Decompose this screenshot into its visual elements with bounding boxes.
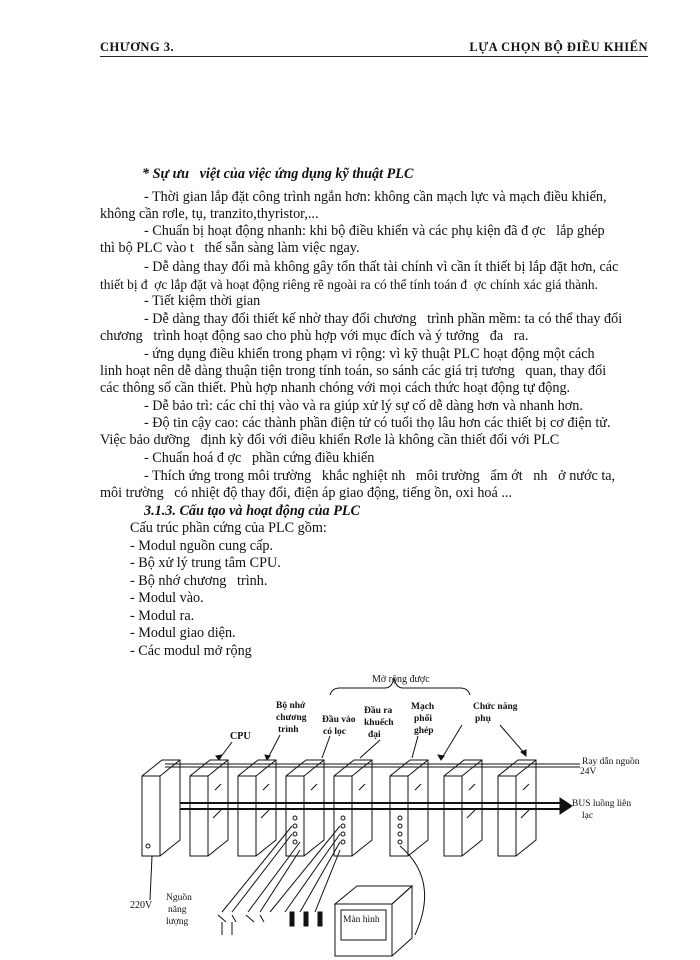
text-line: thiết bị đ ợc lắp đặt và hoạt động riêng rẽ ngoài ra có thể tính toán đ ợc chính xác giá thành. (100, 277, 598, 292)
label-bus-1: BUS luồng liên (572, 799, 632, 809)
list-item: - Modul nguồn cung cấp. (130, 538, 274, 554)
text-line: Cấu trúc phần cứng của PLC gồm: (130, 520, 327, 536)
text-line: các thông số cần thiết. Phù hợp nhanh chóng với mọi cách thức hoạt động tự động. (100, 380, 571, 396)
label-cpu: CPU (230, 731, 251, 742)
label-memory-1: Bộ nhớ (276, 701, 306, 711)
label-screen: Màn hình (343, 915, 380, 925)
text-line: - Tiết kiệm thời gian (144, 293, 261, 309)
label-power-rail-2: 24V (580, 767, 597, 777)
label-power-source-2: năng (168, 905, 187, 915)
text-line: - Độ tin cậy cao: các thành phần điện tử có tuổi thọ lâu hơn các thiết bị cơ điện tử. (144, 415, 611, 431)
label-power-rail-1: Ray dẫn nguồn (582, 757, 640, 767)
label-amplified-output-2: khuếch (364, 718, 394, 728)
label-filtered-input-1: Đầu vào (322, 715, 356, 725)
header-divider (100, 56, 648, 57)
label-function-2: phụ (475, 714, 491, 724)
text-line: thì bộ PLC vào t thế sẵn sàng làm việc ngay. (100, 240, 360, 256)
list-item: - Modul giao diện. (130, 625, 236, 641)
label-220v: 220V (130, 900, 153, 911)
text-line: chương trình hoạt động sao cho phù hợp với mục đích và ý tưởng đa ra. (100, 328, 529, 344)
label-interface-2: phối (414, 714, 432, 724)
label-bus-2: lạc (582, 811, 594, 821)
header-chapter: CHƯƠNG 3. (100, 40, 175, 54)
svg-text:Chức năng phụ (473, 702, 520, 724)
power-module (142, 760, 180, 856)
svg-text:Bộ nhớ chương trình (276, 701, 309, 735)
label-interface-1: Mạch (411, 702, 435, 712)
label-interface-3: ghép (414, 726, 434, 736)
header-title: LỰA CHỌN BỘ ĐIỀU KHIỂN (469, 40, 648, 54)
label-memory-3: trình (278, 725, 299, 735)
text-line: - Chuẩn bị hoạt động nhanh: khi bộ điều khiển và các phụ kiện đã đ ợc lắp ghép (144, 223, 605, 239)
label-power-source-1: Nguồn (166, 893, 192, 903)
label-expand: Mở rộng được (372, 674, 430, 685)
label-power-source-3: lượng (166, 917, 189, 927)
list-item: - Bộ nhớ chương trình. (130, 573, 268, 589)
svg-text:Đầu ra khuếch đại (364, 705, 396, 740)
text-line: không cần rơle, tụ, tranzito,thyristor,... (100, 206, 319, 222)
list-item: - Modul ra. (130, 608, 195, 624)
text-line: - Dễ bảo trì: các chỉ thị vào và ra giúp xử lý sự cố dễ dàng hơn và nhanh hơn. (144, 398, 583, 414)
text-line: - Thích ứng trong môi trường khắc nghiệt nh môi trường ẩm ớt nh ở nước ta, (144, 468, 616, 484)
svg-text:Nguồn năng lượng (166, 892, 194, 927)
label-filtered-input-2: có lọc (323, 727, 346, 737)
label-function-1: Chức năng (473, 702, 518, 712)
svg-text:BUS luồng liên lạc (572, 798, 634, 821)
svg-text:Đầu vào có lọc (322, 714, 358, 737)
text-line: - Dễ dàng thay đổi thiết kế nhờ thay đổi chương trình phần mềm: ta có thể thay đổi (144, 311, 623, 327)
plc-structure-diagram (0, 660, 700, 960)
label-amplified-output-3: đại (368, 730, 381, 740)
label-memory-2: chương (276, 713, 307, 723)
section-heading-structure: 3.1.3. Cấu tạo và hoạt động của PLC (144, 503, 360, 519)
text-line: linh hoạt nên dễ dàng thuận tiện trong tính toán, so sánh các giá trị tương quan, thay đổi (100, 363, 607, 379)
text-line: - ứng dụng điều khiển trong phạm vi rộng: vì kỹ thuật PLC hoạt động một cách (144, 346, 595, 362)
text-line: - Thời gian lắp đặt công trình ngắn hơn: không cần mạch lực và mạch điều khiển, (144, 189, 607, 205)
list-item: - Modul vào. (130, 590, 204, 606)
svg-text:Ray dẫn nguồn 24V (580, 756, 642, 777)
text-line: môi trường có nhiệt độ thay đổi, điện áp giao động, tiếng ồn, oxi hoá ... (100, 485, 512, 501)
list-item: - Các modul mở rộng (130, 643, 252, 659)
svg-text:Mạch phối ghép (411, 702, 437, 736)
text-line: Việc bảo dưỡng định kỳ đối với điều khiển Rơle là không cần thiết đối với PLC (100, 432, 560, 448)
list-item: - Bộ xử lý trung tâm CPU. (130, 555, 281, 571)
label-amplified-output-1: Đầu ra (364, 706, 393, 716)
text-line: - Dễ dàng thay đổi mà không gây tổn thất tài chính vì cần ít thiết bị lắp đặt hơn, các (144, 259, 619, 275)
section-heading-advantages: * Sự ưu việt của việc ứng dụng kỹ thuật PLC (142, 166, 414, 182)
text-line: - Chuẩn hoá đ ợc phần cứng điều khiển (144, 450, 375, 466)
